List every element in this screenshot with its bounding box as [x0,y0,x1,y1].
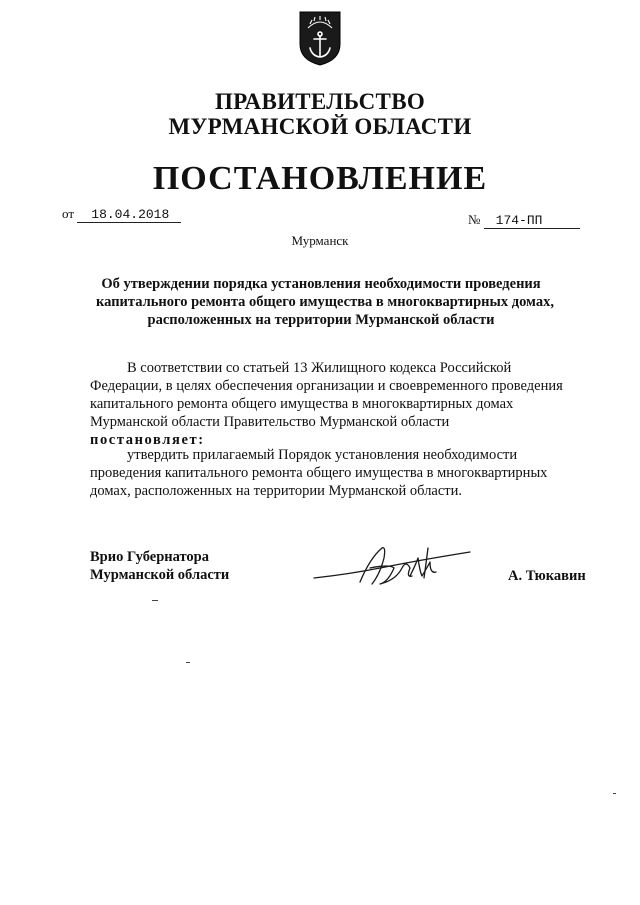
position-line: Мурманской области [90,567,230,583]
position-line: Врио Губернатора [90,549,209,565]
body-line: домах, расположенных на территории Мурманской области. [90,483,463,499]
paragraph-resolution [90,446,590,500]
scan-artifact [186,662,190,663]
signer-name: А. Тюкавин [508,568,586,584]
body-word: Мурманской [319,414,398,430]
subject-line: расположенных на территории Мурманской области [147,312,495,328]
date-prefix: от [62,206,75,221]
body-line: Федерации, в целях обеспечения организации и своевременного проведения [90,378,563,394]
scan-artifact [613,793,616,794]
document-date [62,206,181,223]
city-name: Мурманск [291,233,349,248]
body-word: области [171,414,220,430]
body-word: области [400,414,450,430]
number-value: 174-ПП [484,213,580,229]
subject-line: Об утверждении порядка установления необходимости проведения [101,276,541,292]
document-number [468,212,580,229]
scan-artifact [152,600,158,601]
coat-of-arms-icon [298,10,342,66]
body-word: Мурманской [90,414,168,430]
body-line: капитального ремонта общего имущества в многоквартирных домах [90,396,514,412]
decree-word: постановляет: [90,432,205,448]
body-line: проведения капитального ремонта общего имущества в многоквартирных [90,465,548,481]
handwritten-signature [310,538,480,598]
government-title-line1: ПРАВИТЕЛЬСТВО [214,89,426,114]
date-value: 18.04.2018 [77,207,181,223]
government-title-line2: МУРМАНСКОЙ ОБЛАСТИ [168,114,472,139]
signer-position [90,548,229,584]
document-type-title: ПОСТАНОВЛЕНИЕ [152,160,488,197]
paragraph-preamble [90,359,590,449]
body-line: утвердить прилагаемый Порядок установления необходимости [127,447,518,463]
body-line: В соответствии со статьей 13 Жилищного кодекса Российской [127,360,512,376]
document-subject [96,275,554,329]
subject-line: капитального ремонта общего имущества в многоквартирных домах, [96,294,554,310]
body-word: Правительство [223,414,316,430]
number-prefix: № [468,212,481,227]
body-line-justified [90,413,590,431]
